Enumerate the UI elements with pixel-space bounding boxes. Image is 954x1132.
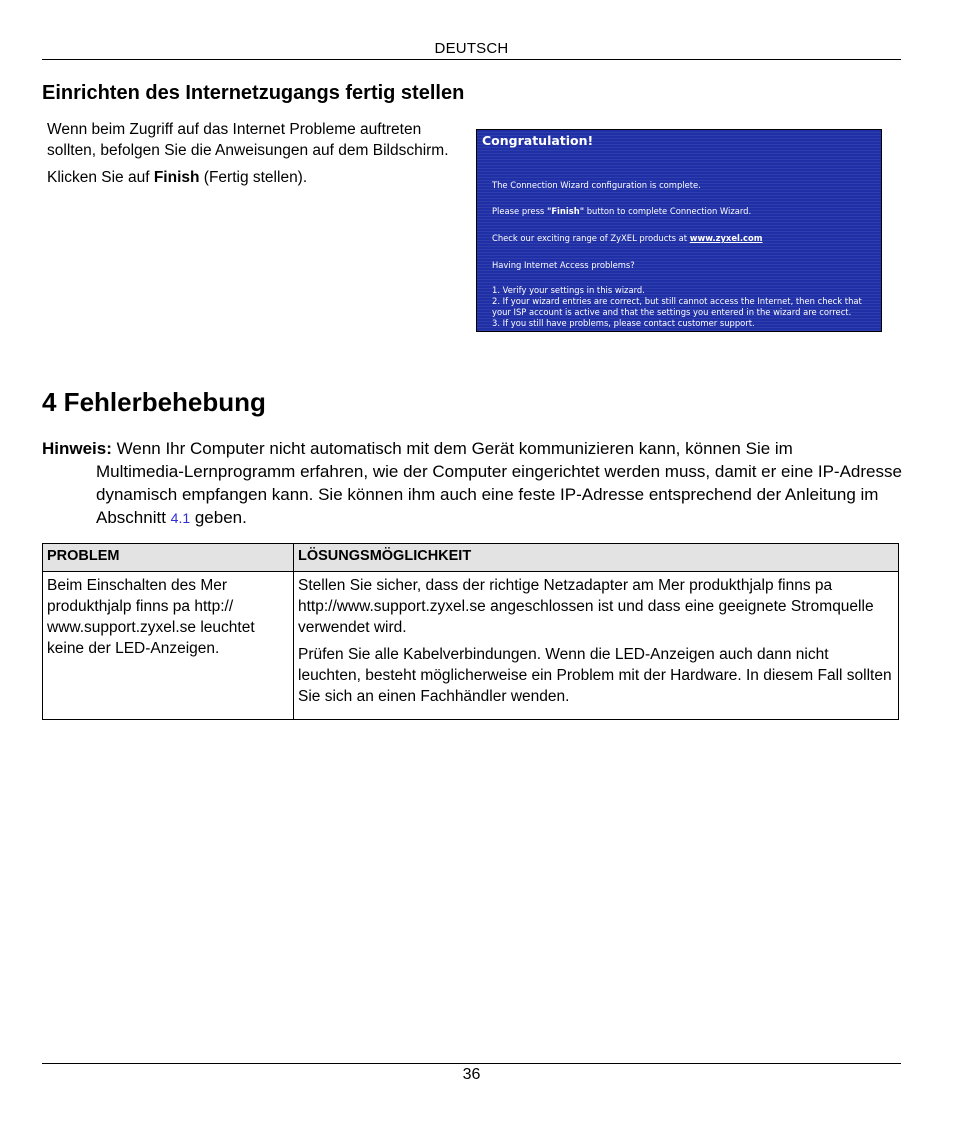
intro-paragraph: Wenn beim Zugriff auf das Internet Probleme auftreten sollten, befolgen Sie die Anweisungen auf dem Bildschirm. bbox=[47, 121, 449, 159]
solution-paragraph-2: Prüfen Sie alle Kabelverbindungen. Wenn die LED-Anzeigen auch dann nicht leuchten, besteht möglicherweise ein Problem mit der Hardware. In diesem Fall sollten Sie sich an einen Fachhändler wenden. bbox=[298, 646, 892, 705]
table-header-row bbox=[43, 544, 899, 572]
finish-instruction-suffix: (Fertig stellen). bbox=[199, 169, 308, 186]
section-heading: Einrichten des Internetzugangs fertig stellen bbox=[42, 82, 465, 104]
section-cross-reference-link[interactable]: 4.1 bbox=[170, 510, 191, 526]
header-divider bbox=[42, 59, 901, 60]
note-block bbox=[42, 437, 904, 530]
wizard-line-products-prefix: Check our exciting range of ZyXEL products at bbox=[492, 233, 690, 243]
chapter-title: 4 Fehlerbehebung bbox=[42, 387, 266, 417]
wizard-title: Congratulation! bbox=[482, 133, 594, 148]
solution-paragraph-1: Stellen Sie sicher, dass der richtige Netzadapter am Mer produkthjalp finns pa http://www.support.zyxel.se angeschlossen ist und dass eine geeignete Stromquelle verwendet wird. bbox=[298, 577, 874, 636]
note-text-body: Multimedia-Lernprogramm erfahren, wie der Computer eingerichtet werden muss, damit er eine IP-Adresse dynamisch empfangen kann. Sie können ihm auch eine feste IP-Adresse entsprechend der Anleitung im Abschnitt bbox=[96, 462, 902, 527]
page-number: 36 bbox=[462, 1066, 481, 1083]
wizard-line-complete: The Connection Wizard configuration is complete. bbox=[492, 180, 701, 190]
wizard-step-3: 3. If you still have problems, please contact customer support. bbox=[492, 318, 755, 328]
intro-text bbox=[47, 119, 462, 194]
wizard-step-2b: your ISP account is active and that the settings you entered in the wizard are correct. bbox=[492, 307, 852, 317]
wizard-line-products bbox=[492, 233, 763, 243]
wizard-line-problems: Having Internet Access problems? bbox=[492, 260, 635, 270]
wizard-line-finish bbox=[492, 206, 751, 216]
footer-divider bbox=[42, 1063, 901, 1064]
wizard-zyxel-link[interactable]: www.zyxel.com bbox=[689, 233, 763, 243]
finish-instruction bbox=[47, 167, 462, 188]
finish-keyword: Finish bbox=[153, 169, 200, 186]
column-header-problem: PROBLEM bbox=[43, 544, 294, 572]
running-header-language: DEUTSCH bbox=[434, 40, 509, 57]
note-text-continuation bbox=[42, 460, 904, 530]
column-header-solution: LÖSUNGSMÖGLICHKEIT bbox=[294, 544, 899, 572]
note-text-first-line: Wenn Ihr Computer nicht automatisch mit dem Gerät kommunizieren kann, können Sie im bbox=[111, 439, 793, 458]
solution-cell bbox=[294, 572, 899, 720]
troubleshooting-table bbox=[42, 543, 899, 720]
wizard-step-1: 1. Verify your settings in this wizard. bbox=[492, 285, 645, 295]
wizard-screenshot bbox=[476, 129, 882, 332]
finish-instruction-prefix: Klicken Sie auf bbox=[47, 169, 154, 186]
note-text-end: geben. bbox=[190, 508, 247, 527]
problem-cell: Beim Einschalten des Mer produkthjalp finns pa http:// www.support.zyxel.se leuchtet keine der LED-Anzeigen. bbox=[43, 572, 294, 720]
table-row bbox=[43, 572, 899, 720]
wizard-finish-keyword: "Finish" bbox=[546, 206, 585, 216]
wizard-step-2a: 2. If your wizard entries are correct, but still cannot access the Internet, then check that bbox=[492, 296, 862, 306]
note-label: Hinweis: bbox=[42, 439, 112, 458]
wizard-line-finish-prefix: Please press bbox=[492, 206, 547, 216]
wizard-line-finish-suffix: button to complete Connection Wizard. bbox=[584, 206, 752, 216]
